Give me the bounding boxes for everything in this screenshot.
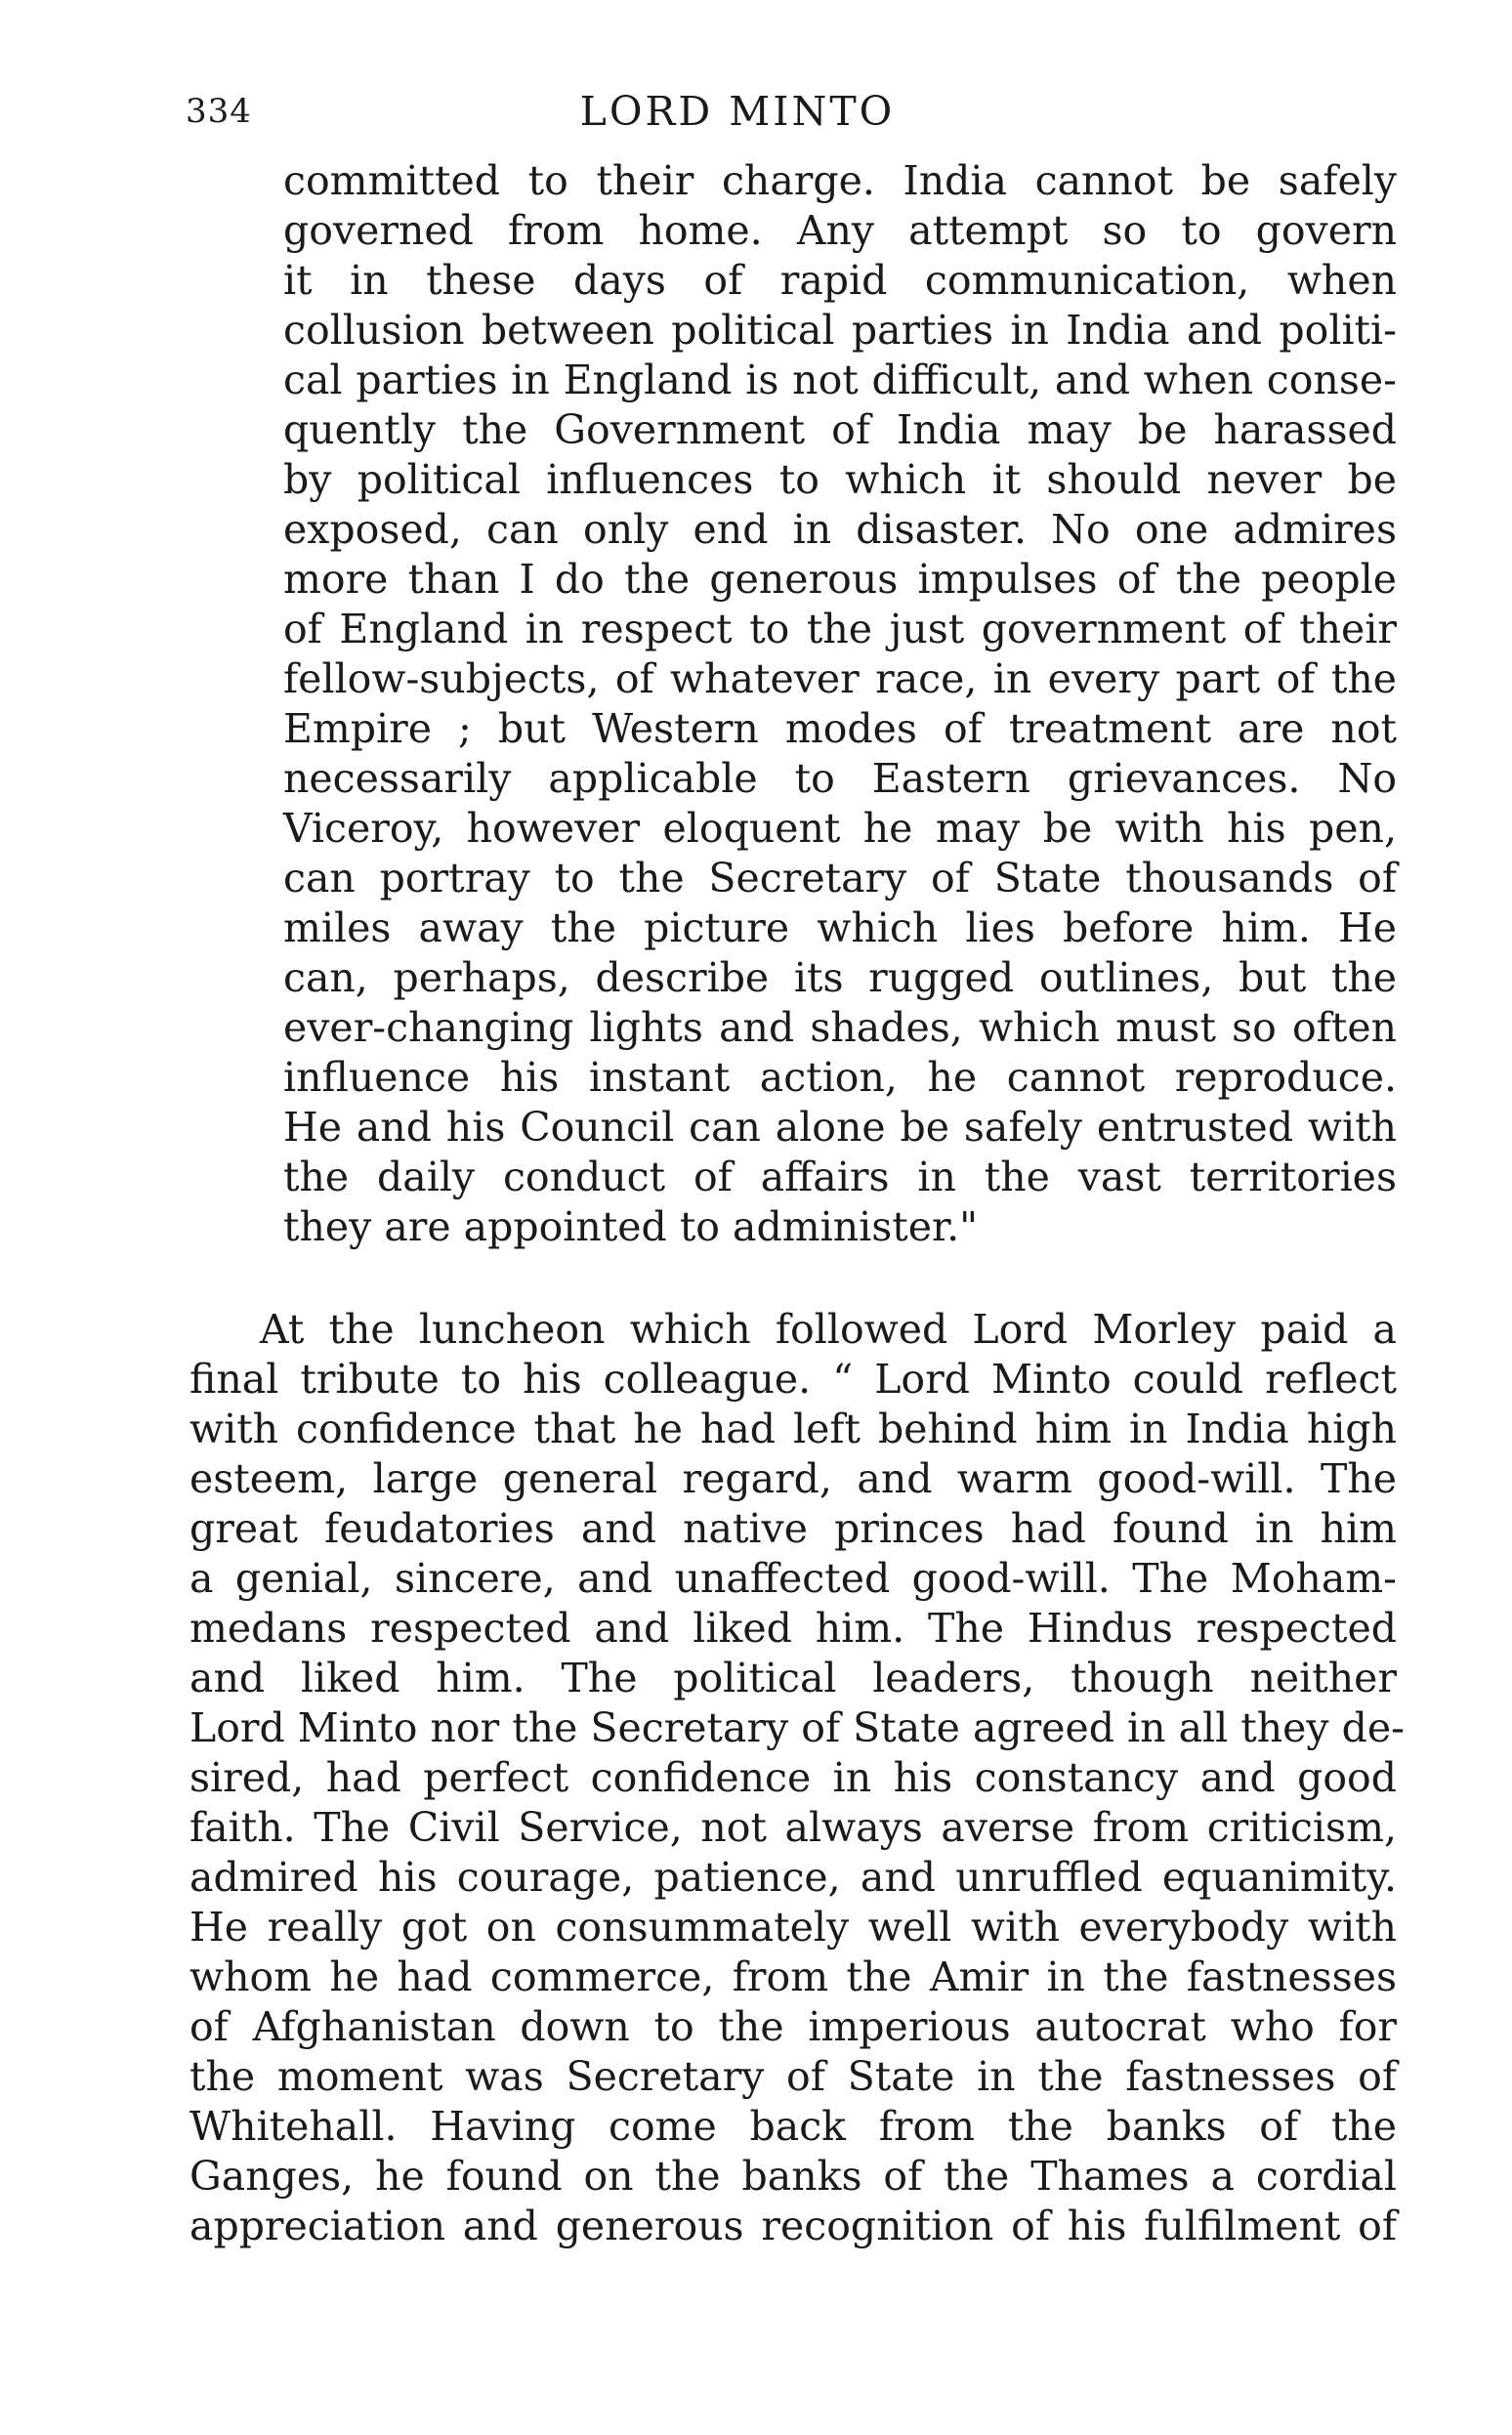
text-line: by political influences to which it should never be	[283, 456, 1397, 503]
text-line: cal parties in England is not difficult, and when conse-	[283, 357, 1397, 403]
running-head	[186, 82, 1289, 141]
text-line: more than I do the generous impulses of the people	[283, 556, 1397, 603]
text-line: esteem, large general regard, and warm good-will. The	[189, 1455, 1397, 1502]
page-number: 334	[186, 92, 252, 131]
text-line: He and his Council can alone be safely entrusted with	[283, 1104, 1397, 1151]
body-paragraph	[189, 1305, 1405, 2251]
text-line: the daily conduct of affairs in the vast territories	[283, 1154, 1397, 1200]
text-line: with confidence that he had left behind him in India high	[189, 1406, 1397, 1452]
text-line: of England in respect to the just government of their	[283, 606, 1397, 652]
text-line: they are appointed to administer."	[283, 1203, 978, 1250]
text-line: Ganges, he found on the banks of the Thames a cordial	[189, 2153, 1397, 2200]
text-line: governed from home. Any attempt so to govern	[283, 207, 1397, 254]
text-line: faith. The Civil Service, not always averse from criticism,	[189, 1804, 1397, 1851]
text-line: can, perhaps, describe its rugged outlines, but the	[283, 954, 1397, 1001]
quoted-passage	[283, 156, 1397, 1252]
text-line: necessarily applicable to Eastern grievances. No	[283, 755, 1397, 802]
text-line: He really got on consummately well with everybody with	[189, 1904, 1397, 1951]
text-line: great feudatories and native princes had found in him	[189, 1505, 1397, 1552]
text-line: Whitehall. Having come back from the banks of the	[189, 2103, 1397, 2150]
text-line: Viceroy, however eloquent he may be with his pen,	[283, 805, 1397, 852]
text-line: a genial, sincere, and unaffected good-will. The Moham-	[189, 1555, 1397, 1602]
text-line: of Afghanistan down to the imperious autocrat who for	[189, 2003, 1397, 2050]
text-line: influence his instant action, he cannot reproduce.	[283, 1054, 1397, 1101]
text-line: whom he had commerce, from the Amir in the fastnesses	[189, 1953, 1397, 2000]
text-line: and liked him. The political leaders, though neither	[189, 1655, 1397, 1701]
text-line: committed to their charge. India cannot be safely	[283, 157, 1397, 204]
text-line: it in these days of rapid communication, when	[283, 257, 1397, 304]
text-line: Lord Minto nor the Secretary of State agreed in all they de-	[189, 1704, 1405, 1751]
text-line: miles away the picture which lies before him. He	[283, 904, 1397, 951]
text-line: At the luncheon which followed Lord Morley paid a	[260, 1306, 1397, 1353]
text-line: the moment was Secretary of State in the fastnesses of	[189, 2053, 1397, 2100]
text-line: sired, had perfect confidence in his constancy and good	[189, 1754, 1397, 1801]
text-line: Empire ; but Western modes of treatment are not	[283, 705, 1397, 752]
text-line: quently the Government of India may be harassed	[283, 406, 1397, 453]
text-line: admired his courage, patience, and unruffled equanimity.	[189, 1854, 1397, 1901]
text-line: ever-changing lights and shades, which must so often	[283, 1004, 1397, 1051]
text-line: appreciation and generous recognition of his fulfilment of	[189, 2203, 1397, 2249]
text-line: exposed, can only end in disaster. No one admires	[283, 506, 1397, 553]
text-line: medans respected and liked him. The Hindus respected	[189, 1605, 1397, 1652]
text-line: final tribute to his colleague. “ Lord Minto could reflect	[189, 1356, 1397, 1403]
text-line: can portray to the Secretary of State thousands of	[283, 855, 1397, 902]
running-title: LORD MINTO	[579, 88, 896, 135]
text-line: collusion between political parties in India and politi-	[283, 307, 1397, 354]
text-line: fellow-subjects, of whatever race, in every part of the	[283, 655, 1397, 702]
